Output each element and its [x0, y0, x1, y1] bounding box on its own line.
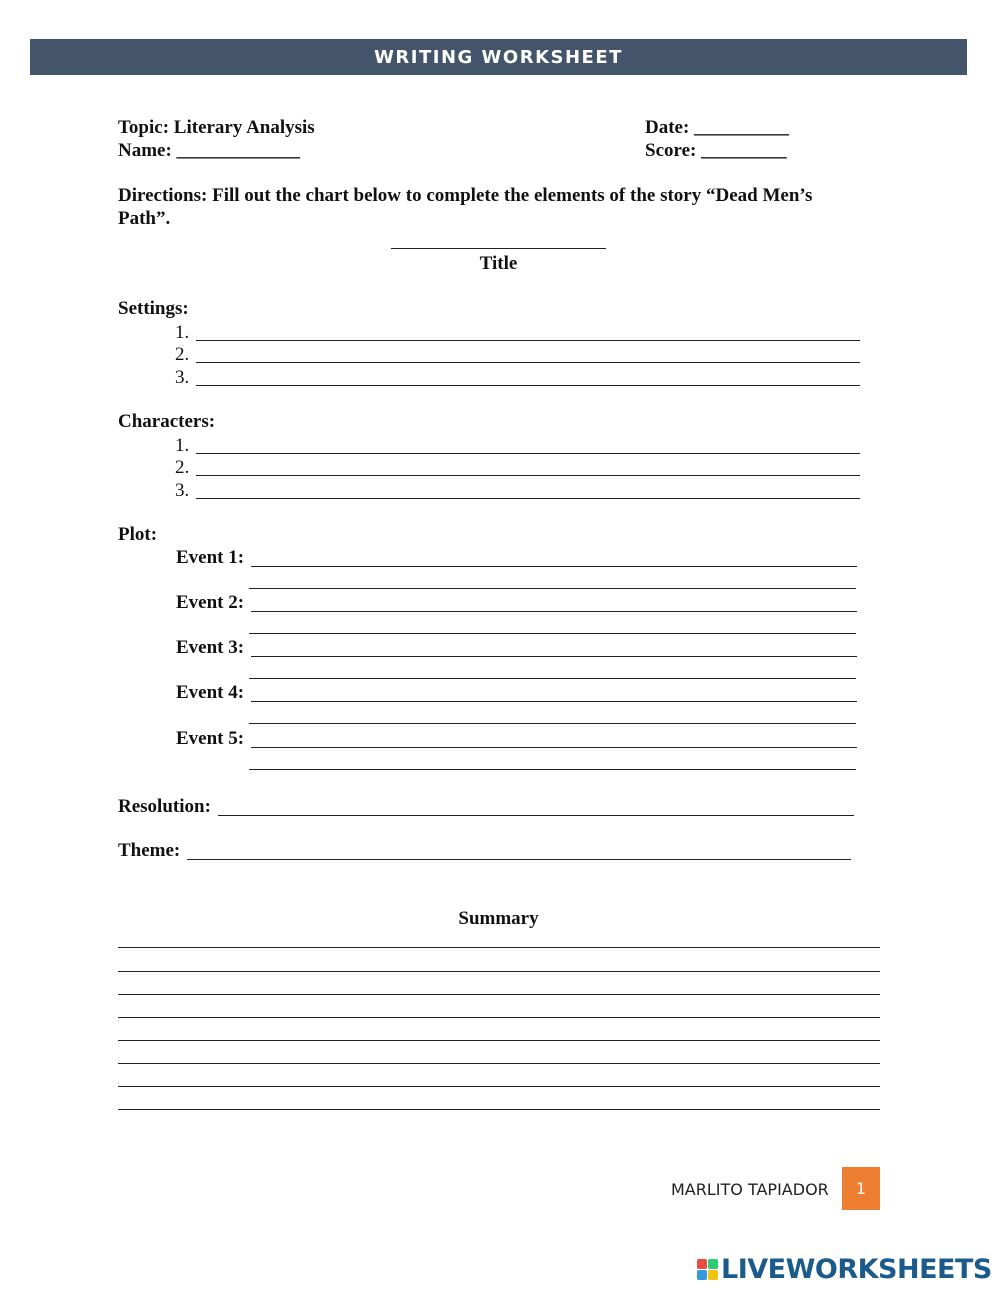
summary-line-6[interactable] — [118, 1063, 880, 1064]
summary-line-3[interactable] — [118, 994, 880, 995]
theme-line[interactable] — [187, 859, 851, 860]
logo-square-red — [697, 1259, 707, 1269]
logo-square-yellow — [708, 1270, 718, 1280]
settings-item-2-line[interactable] — [196, 362, 860, 363]
event-1-line-2[interactable] — [249, 588, 856, 589]
event-2-line-1[interactable] — [251, 611, 857, 612]
topic-label: Topic: Literary Analysis — [118, 117, 315, 138]
summary-line-1[interactable] — [118, 947, 880, 948]
event-2-label: Event 2: — [176, 592, 245, 613]
event-3-line-1[interactable] — [251, 656, 857, 657]
settings-item-1-number: 1. — [175, 322, 190, 343]
characters-item-2-number: 2. — [175, 457, 190, 478]
characters-item-2-line[interactable] — [196, 475, 860, 476]
summary-line-7[interactable] — [118, 1086, 880, 1087]
liveworksheets-logo-text: LIVEWORKSHEETS — [721, 1254, 992, 1285]
settings-item-2-number: 2. — [175, 344, 190, 365]
directions-line-1: Directions: Fill out the chart below to complete the elements of the story “Dead Men’s — [118, 185, 813, 206]
settings-item-1-line[interactable] — [196, 340, 860, 341]
summary-line-5[interactable] — [118, 1040, 880, 1041]
score-field[interactable]: Score: _________ — [645, 140, 787, 161]
event-4-label: Event 4: — [176, 682, 245, 703]
directions-line-2: Path”. — [118, 208, 171, 229]
logo-square-green — [708, 1259, 718, 1269]
settings-item-3-line[interactable] — [196, 385, 860, 386]
title-blank-line[interactable] — [391, 248, 606, 249]
event-3-label: Event 3: — [176, 637, 245, 658]
logo-square-blue — [697, 1270, 707, 1280]
footer-author: MARLITO TAPIADOR — [671, 1180, 829, 1199]
characters-item-3-number: 3. — [175, 480, 190, 501]
event-4-line-2[interactable] — [249, 723, 856, 724]
banner-title: WRITING WORKSHEET — [374, 46, 623, 68]
resolution-line[interactable] — [218, 815, 854, 816]
summary-line-2[interactable] — [118, 971, 880, 972]
page-number-badge — [842, 1167, 880, 1210]
event-3-line-2[interactable] — [249, 678, 856, 679]
event-5-label: Event 5: — [176, 728, 245, 749]
event-5-line-1[interactable] — [251, 747, 857, 748]
settings-item-3-number: 3. — [175, 367, 190, 388]
summary-line-8[interactable] — [118, 1109, 880, 1110]
plot-label: Plot: — [118, 524, 158, 545]
page-number: 1 — [855, 1179, 867, 1198]
resolution-label: Resolution: — [118, 796, 211, 817]
event-1-label: Event 1: — [176, 547, 245, 568]
event-2-line-2[interactable] — [249, 633, 856, 634]
event-5-line-2[interactable] — [249, 769, 856, 770]
characters-item-1-number: 1. — [175, 435, 190, 456]
characters-item-3-line[interactable] — [196, 498, 860, 499]
theme-label: Theme: — [118, 840, 181, 861]
worksheet-banner — [30, 39, 967, 75]
settings-label: Settings: — [118, 298, 189, 319]
liveworksheets-logo-icon — [697, 1259, 718, 1280]
characters-item-1-line[interactable] — [196, 453, 860, 454]
characters-label: Characters: — [118, 411, 216, 432]
liveworksheets-logo — [697, 1254, 992, 1285]
name-field[interactable]: Name: _____________ — [118, 140, 301, 161]
title-label: Title — [479, 253, 518, 274]
event-1-line-1[interactable] — [251, 566, 857, 567]
date-field[interactable]: Date: __________ — [645, 117, 790, 138]
summary-line-4[interactable] — [118, 1017, 880, 1018]
event-4-line-1[interactable] — [251, 701, 857, 702]
summary-label: Summary — [458, 908, 539, 929]
